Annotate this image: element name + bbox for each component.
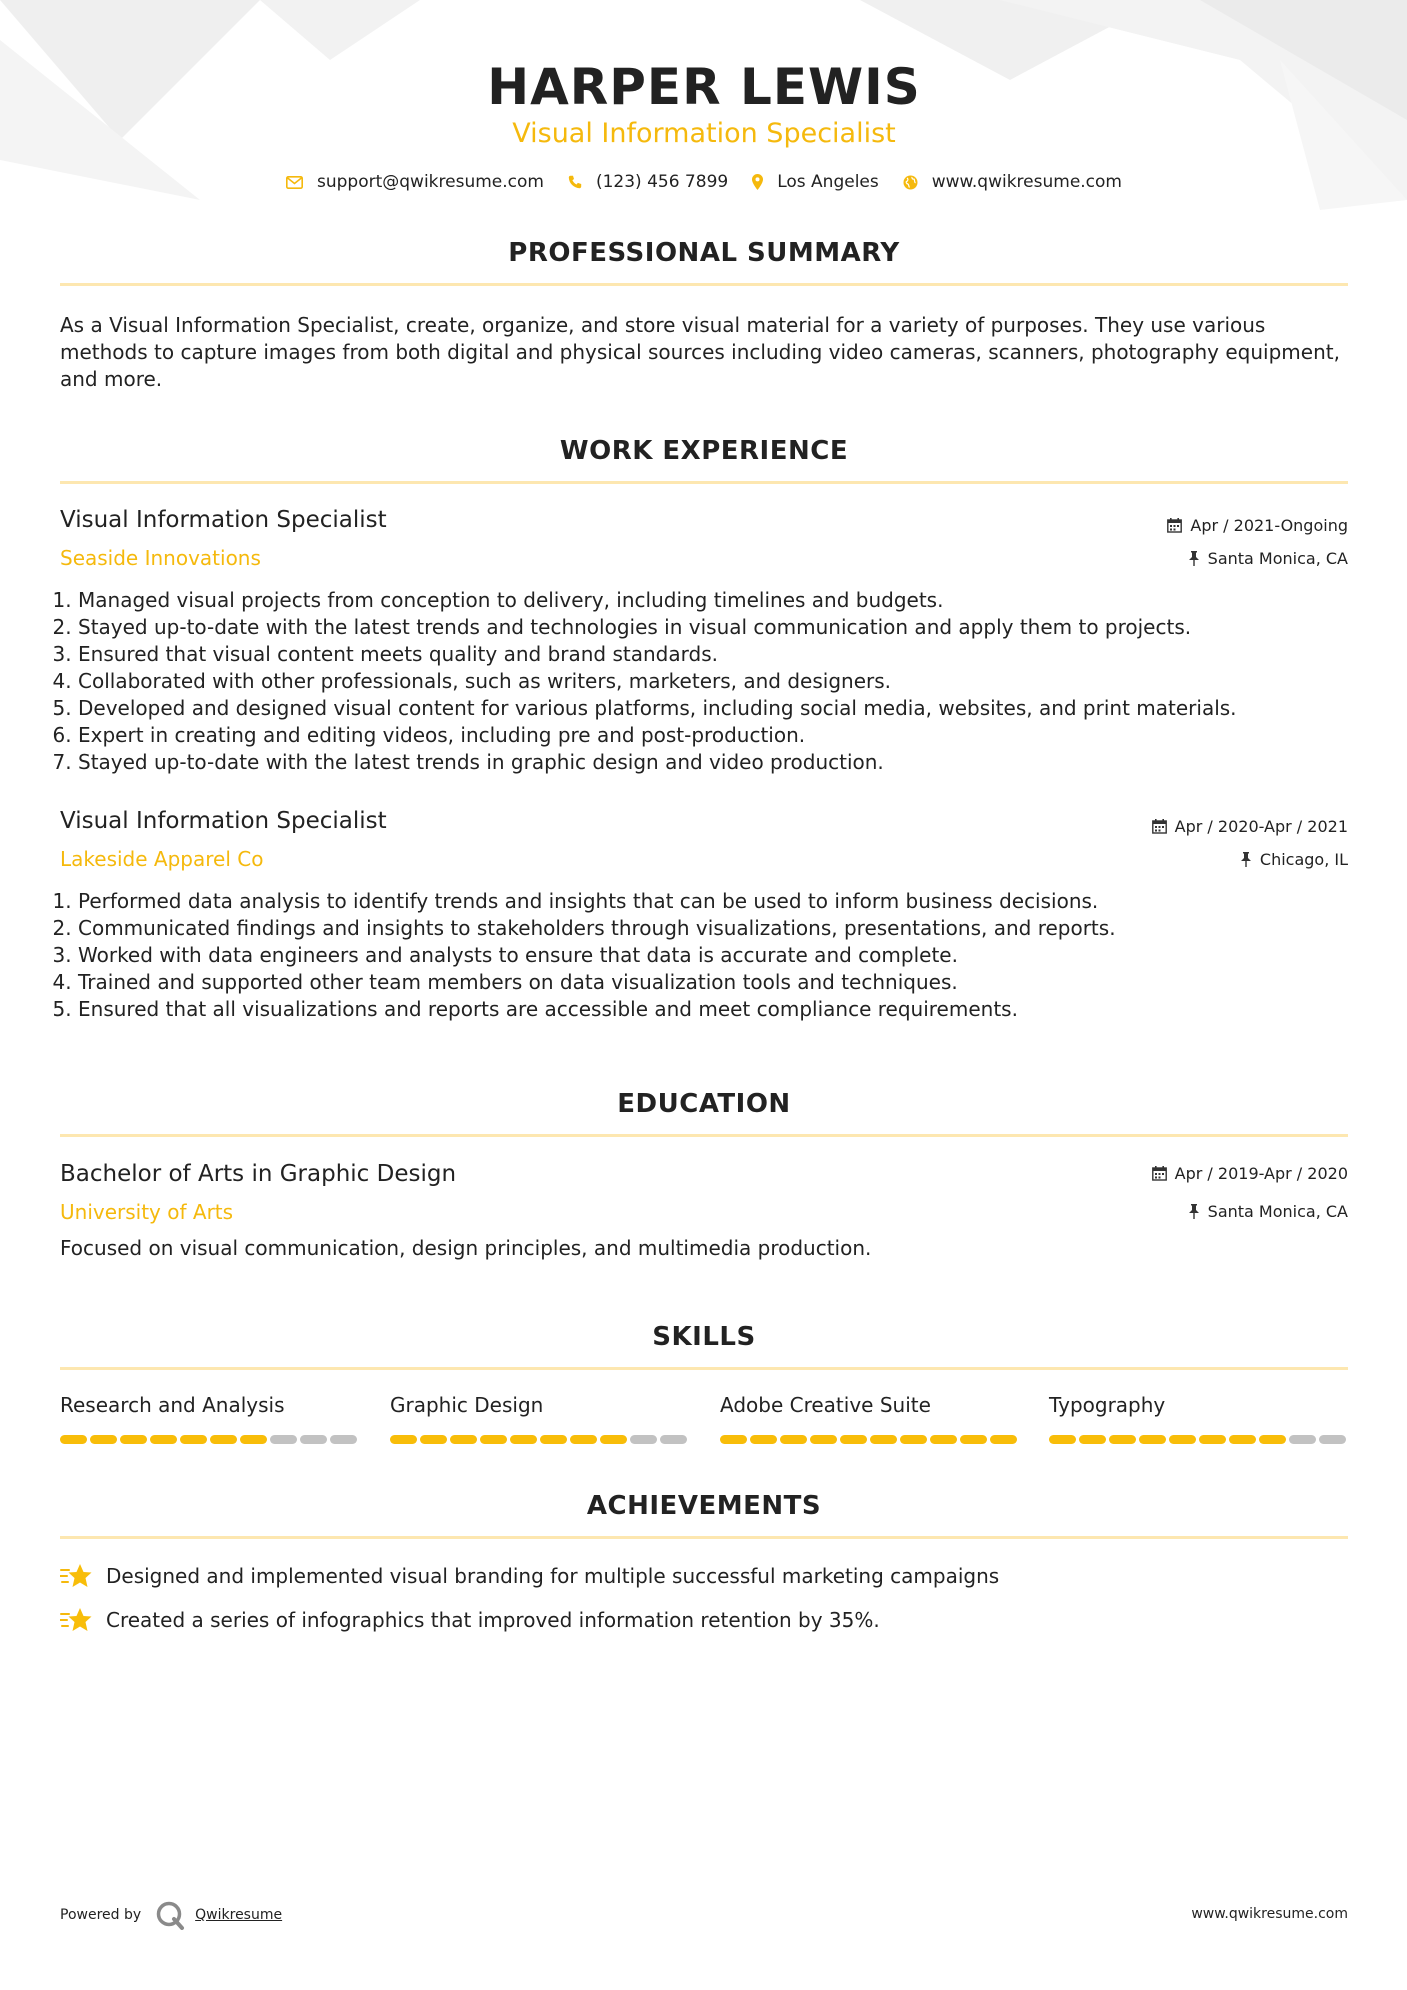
list-item: 2. Stayed up-to-date with the latest trends and technologies in visual communication and apply them to projects.: [78, 614, 1366, 641]
skill-name: Graphic Design: [390, 1393, 544, 1417]
rating-dot-empty: [630, 1435, 657, 1444]
rating-dot-filled: [720, 1435, 747, 1444]
education-degree: Bachelor of Arts in Graphic Design: [60, 1161, 457, 1187]
rating-dot-empty: [660, 1435, 687, 1444]
rating-dot-filled: [240, 1435, 267, 1444]
footer-website[interactable]: www.qwikresume.com: [1191, 1906, 1348, 1922]
contact-email-text: support@qwikresume.com: [317, 172, 544, 192]
summary-divider: [60, 283, 1348, 286]
job-1-bullets: [60, 587, 1366, 776]
rating-dot-filled: [540, 1435, 567, 1444]
pushpin-icon: [1188, 1204, 1200, 1219]
rating-dot-filled: [90, 1435, 117, 1444]
list-item: 7. Stayed up-to-date with the latest trends in graphic design and video production.: [78, 749, 1366, 776]
achievements-heading: ACHIEVEMENTS: [586, 1491, 822, 1521]
job-1-title: Visual Information Specialist: [60, 507, 387, 533]
job-2-date-text: Apr / 2020-Apr / 2021: [1174, 817, 1348, 836]
list-item: 1. Managed visual projects from conception to delivery, including timelines and budgets.: [78, 587, 1366, 614]
job-2-date: [1152, 817, 1348, 836]
rating-dot-filled: [600, 1435, 627, 1444]
achievement-item: [60, 1562, 999, 1590]
star-icon: [60, 1562, 92, 1590]
education-location-text: Santa Monica, CA: [1207, 1202, 1348, 1221]
contact-phone-text: (123) 456 7899: [595, 172, 729, 192]
rating-dot-filled: [1259, 1435, 1286, 1444]
globe-icon: [903, 175, 918, 190]
rating-dot-filled: [480, 1435, 507, 1444]
list-item: 4. Trained and supported other team members on data visualization tools and techniques.: [78, 969, 1366, 996]
achievement-item: [60, 1606, 880, 1634]
rating-dot-empty: [1289, 1435, 1316, 1444]
job-1-date-text: Apr / 2021-Ongoing: [1190, 516, 1348, 535]
education-school: University of Arts: [60, 1200, 234, 1224]
skill-rating: [60, 1435, 360, 1444]
contact-email[interactable]: [286, 172, 544, 192]
rating-dot-filled: [1199, 1435, 1226, 1444]
rating-dot-empty: [300, 1435, 327, 1444]
contact-bar: [60, 172, 1348, 192]
contact-website-text: www.qwikresume.com: [931, 172, 1122, 192]
contact-location: [752, 172, 879, 192]
education-date-text: Apr / 2019-Apr / 2020: [1174, 1164, 1348, 1183]
rating-dot-filled: [120, 1435, 147, 1444]
list-item: 6. Expert in creating and editing videos, including pre and post-production.: [78, 722, 1366, 749]
rating-dot-filled: [210, 1435, 237, 1444]
calendar-icon: [1167, 518, 1182, 533]
rating-dot-filled: [1169, 1435, 1196, 1444]
education-description: Focused on visual communication, design principles, and multimedia production.: [60, 1236, 872, 1260]
contact-location-text: Los Angeles: [777, 172, 879, 192]
experience-heading: WORK EXPERIENCE: [559, 436, 849, 466]
rating-dot-filled: [510, 1435, 537, 1444]
skill-name: Adobe Creative Suite: [720, 1393, 931, 1417]
rating-dot-filled: [900, 1435, 927, 1444]
calendar-icon: [1152, 819, 1167, 834]
rating-dot-filled: [780, 1435, 807, 1444]
qwikresume-link[interactable]: Qwikresume: [195, 1907, 283, 1923]
qwikresume-logo-icon: [155, 1900, 185, 1930]
achievements-divider: [60, 1536, 1348, 1539]
rating-dot-filled: [750, 1435, 777, 1444]
experience-divider: [60, 481, 1348, 484]
rating-dot-filled: [450, 1435, 477, 1444]
rating-dot-filled: [60, 1435, 87, 1444]
skill-name: Typography: [1049, 1393, 1166, 1417]
pushpin-icon: [1240, 852, 1252, 867]
rating-dot-filled: [1049, 1435, 1076, 1444]
rating-dot-filled: [390, 1435, 417, 1444]
rating-dot-filled: [420, 1435, 447, 1444]
skill-item: [1049, 1393, 1349, 1444]
map-pin-icon: [752, 174, 763, 190]
rating-dot-filled: [1079, 1435, 1106, 1444]
envelope-icon: [286, 176, 303, 189]
rating-dot-filled: [180, 1435, 207, 1444]
skill-rating: [720, 1435, 1020, 1444]
skills-heading: SKILLS: [652, 1322, 756, 1352]
job-1-location: [1188, 549, 1348, 568]
calendar-icon: [1152, 1166, 1167, 1181]
achievement-text: Designed and implemented visual branding for multiple successful marketing campaigns: [106, 1564, 1000, 1588]
rating-dot-filled: [570, 1435, 597, 1444]
rating-dot-filled: [990, 1435, 1017, 1444]
job-1-date: [1167, 516, 1348, 535]
rating-dot-filled: [930, 1435, 957, 1444]
contact-phone[interactable]: [568, 172, 728, 192]
list-item: 3. Worked with data engineers and analysts to ensure that data is accurate and complete.: [78, 942, 1366, 969]
skill-rating: [1049, 1435, 1349, 1444]
phone-icon: [568, 175, 582, 189]
job-2-location-text: Chicago, IL: [1259, 850, 1348, 869]
summary-text: As a Visual Information Specialist, create, organize, and store visual material for a variety of purposes. They use various methods to capture images from both digital and physical sources including video cameras, scanners, photography equipment, and more.: [60, 313, 1340, 391]
job-2-company: Lakeside Apparel Co: [60, 847, 264, 871]
skill-item: [720, 1393, 1020, 1444]
list-item: 2. Communicated findings and insights to stakeholders through visualizations, presentations, and reports.: [78, 915, 1366, 942]
rating-dot-empty: [330, 1435, 357, 1444]
job-2-title: Visual Information Specialist: [60, 808, 387, 834]
candidate-name: HARPER LEWIS: [487, 58, 921, 116]
list-item: 4. Collaborated with other professionals, such as writers, marketers, and designers.: [78, 668, 1366, 695]
rating-dot-filled: [840, 1435, 867, 1444]
job-1-company: Seaside Innovations: [60, 546, 261, 570]
rating-dot-filled: [1139, 1435, 1166, 1444]
list-item: 5. Ensured that all visualizations and reports are accessible and meet compliance requirements.: [78, 996, 1366, 1023]
rating-dot-empty: [270, 1435, 297, 1444]
rating-dot-filled: [1229, 1435, 1256, 1444]
rating-dot-filled: [150, 1435, 177, 1444]
education-date: [1152, 1164, 1348, 1183]
rating-dot-empty: [1319, 1435, 1346, 1444]
candidate-title: Visual Information Specialist: [512, 118, 896, 149]
summary-heading: PROFESSIONAL SUMMARY: [508, 238, 900, 268]
job-2-location: [1240, 850, 1348, 869]
achievement-text: Created a series of infographics that improved information retention by 35%.: [106, 1608, 880, 1632]
footer-powered-by: [60, 1900, 282, 1930]
education-heading: EDUCATION: [617, 1089, 791, 1119]
list-item: 1. Performed data analysis to identify trends and insights that can be used to inform business decisions.: [78, 888, 1366, 915]
job-2-bullets: [60, 888, 1366, 1023]
list-item: 5. Developed and designed visual content for various platforms, including social media, websites, and print materials.: [78, 695, 1366, 722]
skills-divider: [60, 1367, 1348, 1370]
rating-dot-filled: [960, 1435, 987, 1444]
rating-dot-filled: [870, 1435, 897, 1444]
job-1-location-text: Santa Monica, CA: [1207, 549, 1348, 568]
contact-website[interactable]: [903, 172, 1122, 192]
rating-dot-filled: [810, 1435, 837, 1444]
skill-name: Research and Analysis: [60, 1393, 285, 1417]
education-divider: [60, 1134, 1348, 1137]
rating-dot-filled: [1109, 1435, 1136, 1444]
star-icon: [60, 1606, 92, 1634]
skill-rating: [390, 1435, 690, 1444]
skill-item: [390, 1393, 690, 1444]
pushpin-icon: [1188, 551, 1200, 566]
powered-by-label: Powered by: [60, 1907, 142, 1923]
education-location: [1188, 1202, 1348, 1221]
skill-item: [60, 1393, 360, 1444]
list-item: 3. Ensured that visual content meets quality and brand standards.: [78, 641, 1366, 668]
